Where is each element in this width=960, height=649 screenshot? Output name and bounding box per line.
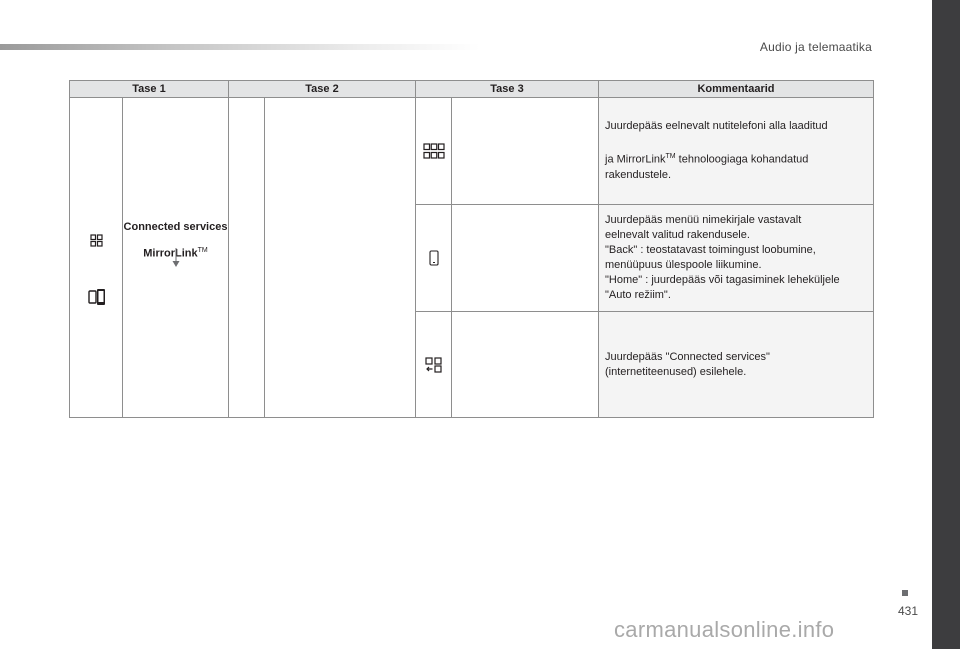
page-marker — [902, 590, 908, 596]
level3-icon-cell-3 — [415, 311, 452, 418]
arrow-down-icon — [172, 248, 180, 268]
trademark-mark: TM — [665, 153, 676, 161]
menu-table — [69, 80, 874, 418]
level1-icon-cell — [69, 97, 123, 418]
level3-label-cell-3 — [451, 311, 599, 418]
comment-text: tehnoloogiaga kohandatud — [675, 153, 809, 166]
column-header-tase1: Tase 1 — [69, 80, 229, 98]
watermark: carmanualsonline.info — [614, 617, 835, 642]
smartphone-icon — [429, 250, 439, 266]
mirrorlink-text: MirrorLink — [143, 247, 198, 260]
trademark-mark: TM — [197, 247, 208, 254]
header-gradient-bar — [0, 44, 480, 50]
comment-cell-2 — [598, 204, 874, 312]
comment-line: Juurdepääs eelnevalt nutitelefoni alla laaditud — [605, 120, 828, 133]
section-title: Audio ja telemaatika — [759, 40, 872, 54]
comment-cell-1 — [598, 97, 874, 205]
connected-services-text: Connected services — [123, 221, 228, 233]
column-header-kommentaarid: Kommentaarid — [598, 80, 874, 98]
comment-line: rakendustele. — [605, 168, 672, 181]
level3-icon-cell-2 — [415, 204, 452, 312]
side-tab-band — [932, 0, 960, 649]
level3-icon-cell-1 — [415, 97, 452, 205]
level2-label-cell — [264, 97, 416, 418]
level3-label-cell-2 — [451, 204, 599, 312]
mirrorlink-phone-icon — [88, 288, 106, 306]
comment-text: Juurdepääs "Connected services" (internetiteenused) esilehele. — [605, 350, 770, 378]
column-header-tase3: Tase 3 — [415, 80, 599, 98]
level3-label-cell-1 — [451, 97, 599, 205]
comment-text: Juurdepääs menüü nimekirjale vastavalt eelnevalt valitud rakendusele. "Back" : teostatavast toimingust loobumine, menüüpuus ülespoole liikumine. "Home" : juurdepääs või tagasiminek leheküljele "Auto režiim". — [605, 214, 840, 301]
column-header-tase2: Tase 2 — [228, 80, 416, 98]
connected-services-back-icon — [425, 357, 443, 373]
connected-services-icon — [90, 234, 103, 247]
apps-grid-icon — [423, 143, 445, 159]
comment-text: ja MirrorLink — [605, 153, 666, 166]
page-number: 431 — [898, 604, 919, 618]
level2-icon-cell — [228, 97, 265, 418]
comment-cell-3 — [598, 311, 874, 418]
